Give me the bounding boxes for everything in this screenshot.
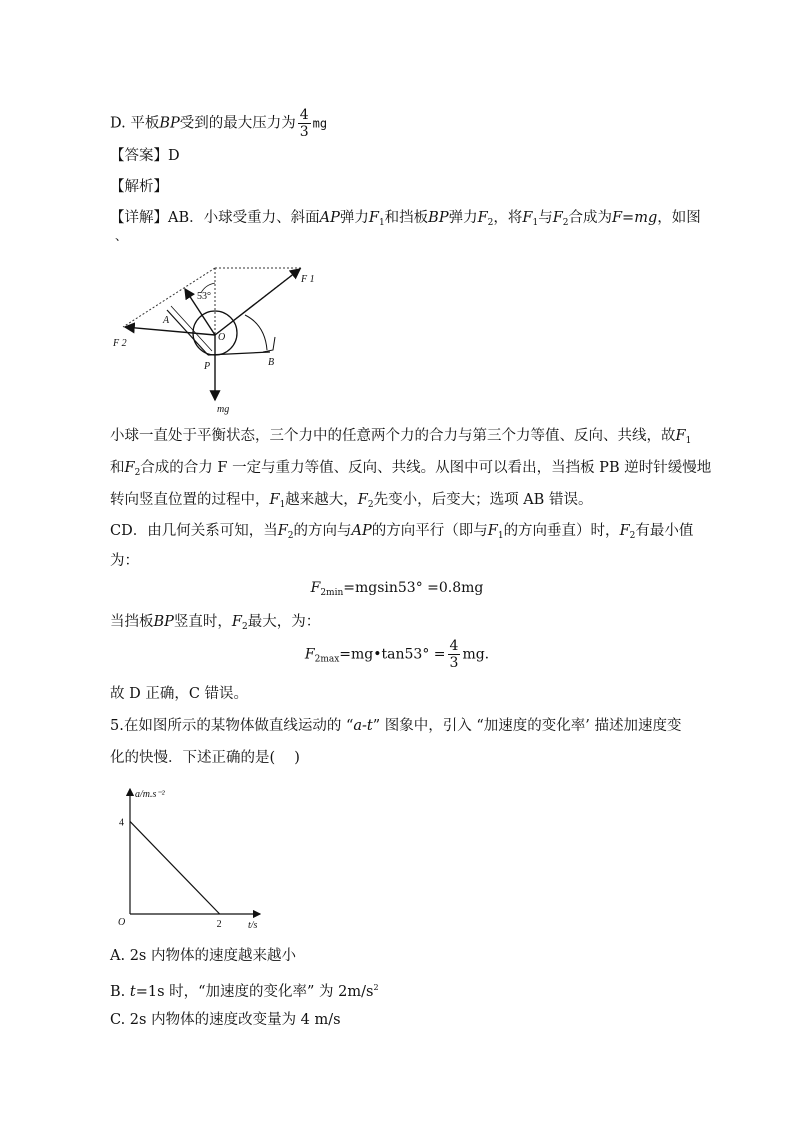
force-diagram (105, 255, 325, 420)
label-b: B (268, 357, 275, 368)
detail-line: 【详解】AB．小球受重力、斜面AP弹力$F_1$和挡板BP弹力$F_2$，将$F_1$与$F_2$合成为F=mg，如图 (110, 210, 701, 228)
label-f2: F 2 (113, 338, 127, 349)
option-d: D. 平板BP受到的最大压力为 $\frac{4}{3}$ mg (110, 107, 328, 140)
origin-label: O (118, 917, 126, 928)
label-angle: 53° (197, 291, 211, 302)
analysis-heading: 【解析】 (110, 179, 168, 195)
label-p: P (204, 361, 211, 372)
a-t-chart (110, 785, 270, 930)
y-tick-label: 4 (119, 817, 124, 829)
detail-tail: 、 (115, 229, 128, 243)
para1-line3: 转向竖直位置的过程中，$F_1$越来越大，$F_2$先变小，后变大；选项 AB 错误。 (110, 492, 593, 510)
equation-f2min: $F_{2min}=mgsin53^\circ =0.8mg$ (310, 580, 484, 598)
label-o: O (218, 332, 226, 343)
x-axis-label: t/s (248, 920, 258, 930)
fraction: $\frac{4}{3}$ (299, 107, 309, 140)
series-line (130, 821, 220, 914)
q5-line2: 化的快慢．下述正确的是( ) (110, 750, 300, 766)
y-axis-label: a/m.s⁻² (135, 789, 165, 800)
fraction: $\frac{4}{3}$ (449, 638, 459, 671)
label-a: A (163, 315, 170, 326)
para1-line2: 和$F_2$合成的合力 F 一定与重力等值、反向、共线。从图中可以看出，当挡板 PB 逆时针缓慢地 (110, 460, 712, 478)
x-tick-label: 2 (216, 919, 222, 930)
label-f1: F 1 (301, 274, 315, 285)
label-mg: mg (217, 404, 230, 415)
answer-line: 【答案】D (110, 148, 180, 164)
para2-line2: 为： (110, 553, 139, 569)
option-b: B. t=1s 时，“加速度的变化率” 为 $2m/s^2$ (110, 983, 379, 1000)
para1-line1: 小球一直处于平衡状态，三个力中的任意两个力的合力与第三个力等值、反向、共线，故$F_1$ (110, 428, 692, 446)
rotation-arc (245, 315, 267, 350)
para3: 当挡板BP竖直时，$F_2$最大，为： (110, 614, 321, 632)
para2-line1: CD．由几何关系可知，当$F_2$的方向与AP的方向平行（即与$F_1$的方向垂直）时，$F_2$有最小值 (110, 523, 694, 541)
option-c: C. 2s 内物体的速度改变量为 4 m/s (110, 1012, 341, 1028)
option-a: A. 2s 内物体的速度越来越小 (110, 948, 296, 964)
conclusion: 故 D 正确，C 错误。 (110, 686, 249, 702)
force-f2-arrow (125, 327, 215, 335)
equation-f2max: $F_{2max}=mg•\tan 53^\circ$ = $\frac{4}{3}$ mg. (304, 638, 490, 671)
q5-line1: 5.在如图所示的某物体做直线运动的 “a-t” 图象中，引入 “加速度的变化率’ 描述加速度变 (110, 718, 682, 734)
